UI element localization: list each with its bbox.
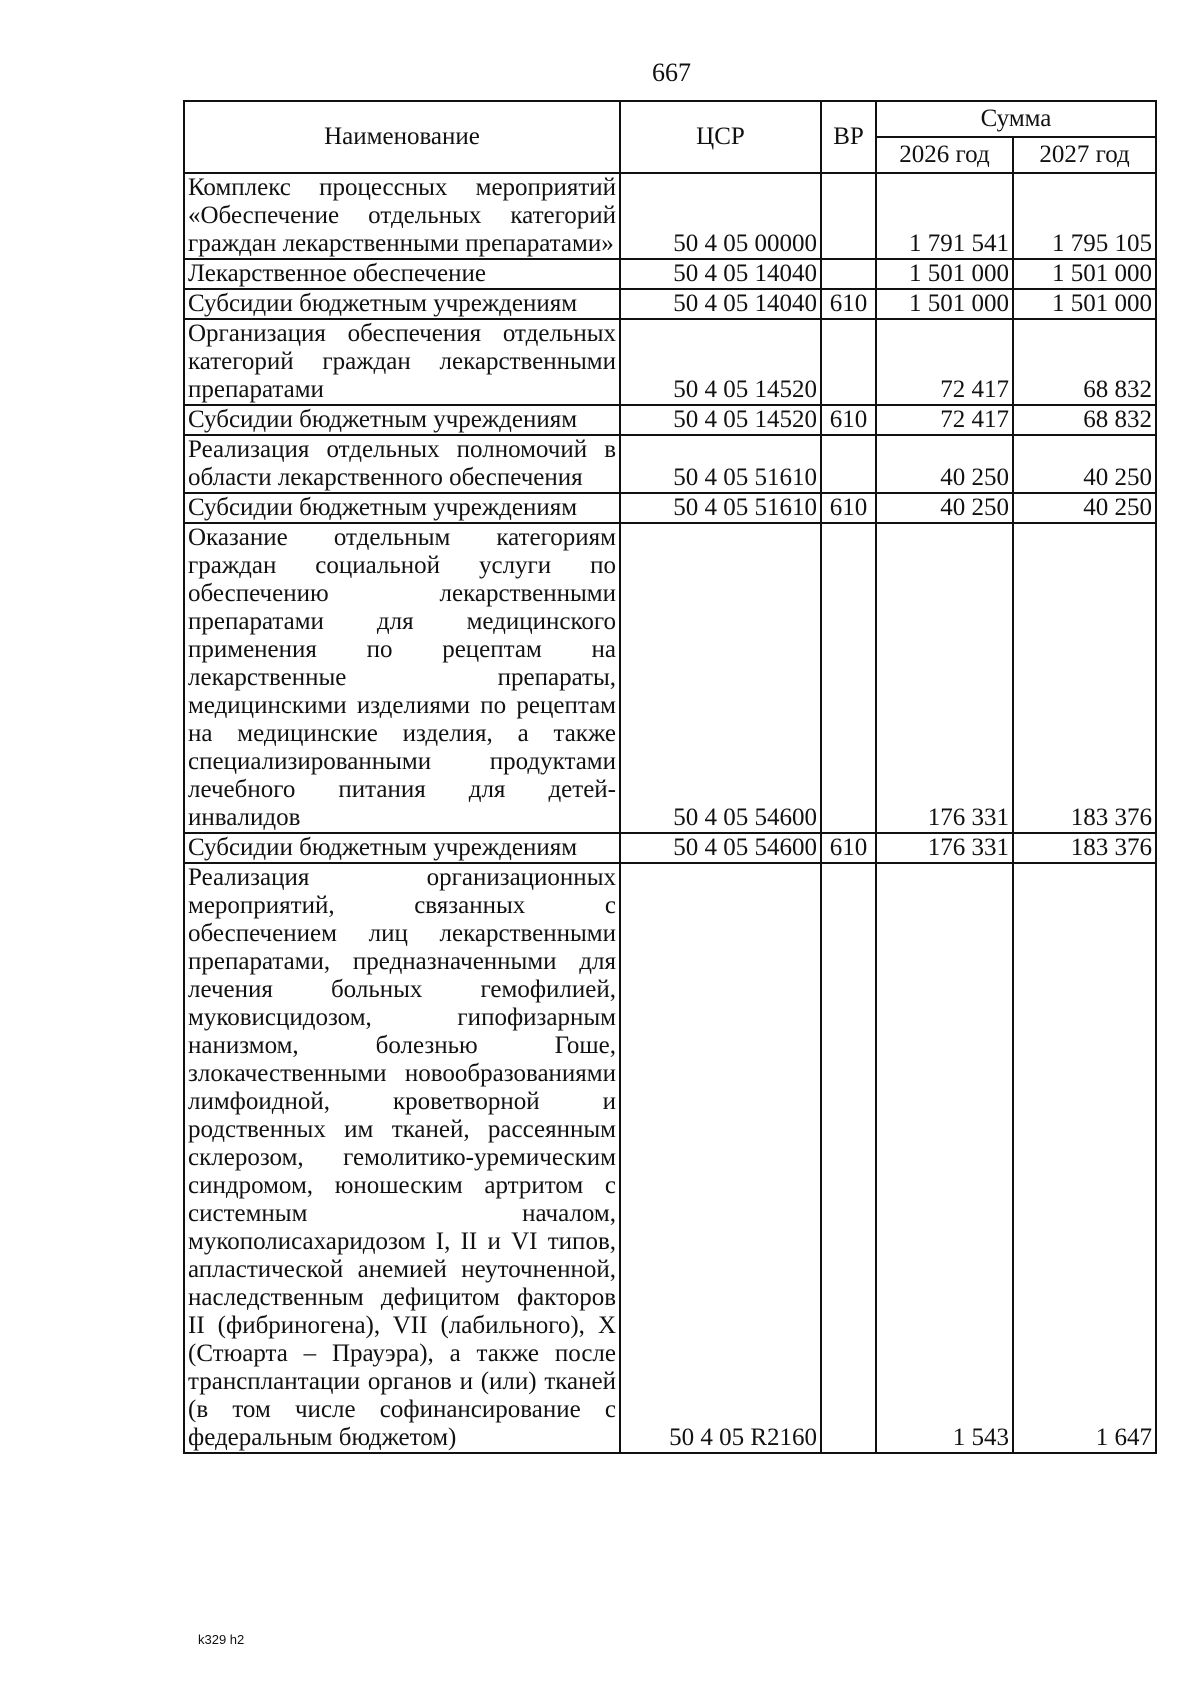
row-csr: 50 4 05 51610 <box>620 493 821 523</box>
header-vr: ВР <box>821 101 876 173</box>
table-row <box>184 863 1156 1453</box>
row-name: Субсидии бюджетным учреждениям <box>184 493 620 523</box>
row-sum-2027: 1 647 <box>1013 863 1156 1453</box>
row-sum-2027: 1 501 000 <box>1013 289 1156 319</box>
row-vr: 610 <box>821 833 876 863</box>
row-vr <box>821 863 876 1453</box>
row-vr <box>821 259 876 289</box>
header-year-2026: 2026 год <box>876 137 1013 173</box>
page-number: 667 <box>652 58 691 87</box>
table-row <box>184 173 1156 259</box>
row-sum-2027: 183 376 <box>1013 523 1156 833</box>
row-sum-2026: 1 501 000 <box>876 259 1013 289</box>
table-row <box>184 405 1156 435</box>
row-name: Субсидии бюджетным учреждениям <box>184 405 620 435</box>
header-csr: ЦСР <box>620 101 821 173</box>
row-vr: 610 <box>821 405 876 435</box>
row-name: Оказание отдельным категориям граждан социальной услуги по обеспечению лекарственными препаратами для медицинского применения по рецептам на лекарственные препараты, медицинскими изделиями по рецептам на медицинские изделия, а также специализированными продуктами лечебного питания для детей-инвалидов <box>184 523 620 833</box>
row-sum-2027: 1 501 000 <box>1013 259 1156 289</box>
row-name: Субсидии бюджетным учреждениям <box>184 833 620 863</box>
row-sum-2027: 40 250 <box>1013 435 1156 493</box>
row-sum-2026: 40 250 <box>876 435 1013 493</box>
row-sum-2026: 40 250 <box>876 493 1013 523</box>
table-row <box>184 523 1156 833</box>
table-row <box>184 319 1156 405</box>
row-sum-2026: 72 417 <box>876 319 1013 405</box>
row-sum-2026: 176 331 <box>876 523 1013 833</box>
footer-code: k329 h2 <box>198 1632 245 1647</box>
header-sum: Сумма <box>876 101 1156 137</box>
header-name: Наименование <box>184 101 620 173</box>
row-csr: 50 4 05 00000 <box>620 173 821 259</box>
row-sum-2026: 1 501 000 <box>876 289 1013 319</box>
table-row <box>184 833 1156 863</box>
row-sum-2027: 1 795 105 <box>1013 173 1156 259</box>
row-sum-2027: 183 376 <box>1013 833 1156 863</box>
row-sum-2026: 176 331 <box>876 833 1013 863</box>
table-row <box>184 289 1156 319</box>
row-name: Субсидии бюджетным учреждениям <box>184 289 620 319</box>
row-vr: 610 <box>821 493 876 523</box>
row-name: Реализация отдельных полномочий в области лекарственного обеспечения <box>184 435 620 493</box>
row-sum-2026: 1 543 <box>876 863 1013 1453</box>
row-sum-2027: 68 832 <box>1013 319 1156 405</box>
row-csr: 50 4 05 54600 <box>620 523 821 833</box>
row-name: Комплекс процессных мероприятий «Обеспечение отдельных категорий граждан лекарственными препаратами» <box>184 173 620 259</box>
row-vr <box>821 319 876 405</box>
row-csr: 50 4 05 14520 <box>620 405 821 435</box>
table-row <box>184 493 1156 523</box>
row-csr: 50 4 05 51610 <box>620 435 821 493</box>
row-sum-2026: 1 791 541 <box>876 173 1013 259</box>
row-vr <box>821 523 876 833</box>
row-sum-2027: 68 832 <box>1013 405 1156 435</box>
row-vr: 610 <box>821 289 876 319</box>
table-row <box>184 259 1156 289</box>
row-sum-2027: 40 250 <box>1013 493 1156 523</box>
row-vr <box>821 173 876 259</box>
row-csr: 50 4 05 14520 <box>620 319 821 405</box>
table-row <box>184 435 1156 493</box>
row-csr: 50 4 05 R2160 <box>620 863 821 1453</box>
row-csr: 50 4 05 54600 <box>620 833 821 863</box>
row-name: Лекарственное обеспечение <box>184 259 620 289</box>
header-year-2027: 2027 год <box>1013 137 1156 173</box>
row-name: Организация обеспечения отдельных категорий граждан лекарственными препаратами <box>184 319 620 405</box>
row-vr <box>821 435 876 493</box>
row-sum-2026: 72 417 <box>876 405 1013 435</box>
row-csr: 50 4 05 14040 <box>620 289 821 319</box>
row-csr: 50 4 05 14040 <box>620 259 821 289</box>
budget-table <box>183 100 1157 1454</box>
row-name: Реализация организационных мероприятий, связанных с обеспечением лиц лекарственными препаратами, предназначенными для лечения больных гемофилией, муковисцидозом, гипофизарным нанизмом, болезнью Гоше, злокачественными новообразованиями лимфоидной, кроветворной и родственных им тканей, рассеянным склерозом, гемолитико-уремическим синдромом, юношеским артритом с системным началом, мукополисахаридозом I, II и VI типов, апластической анемией неуточненной, наследственным дефицитом факторов II (фибриногена), VII (лабильного), X (Стюарта – Прауэра), а также после трансплантации органов и (или) тканей (в том числе софинансирование с федеральным бюджетом) <box>184 863 620 1453</box>
